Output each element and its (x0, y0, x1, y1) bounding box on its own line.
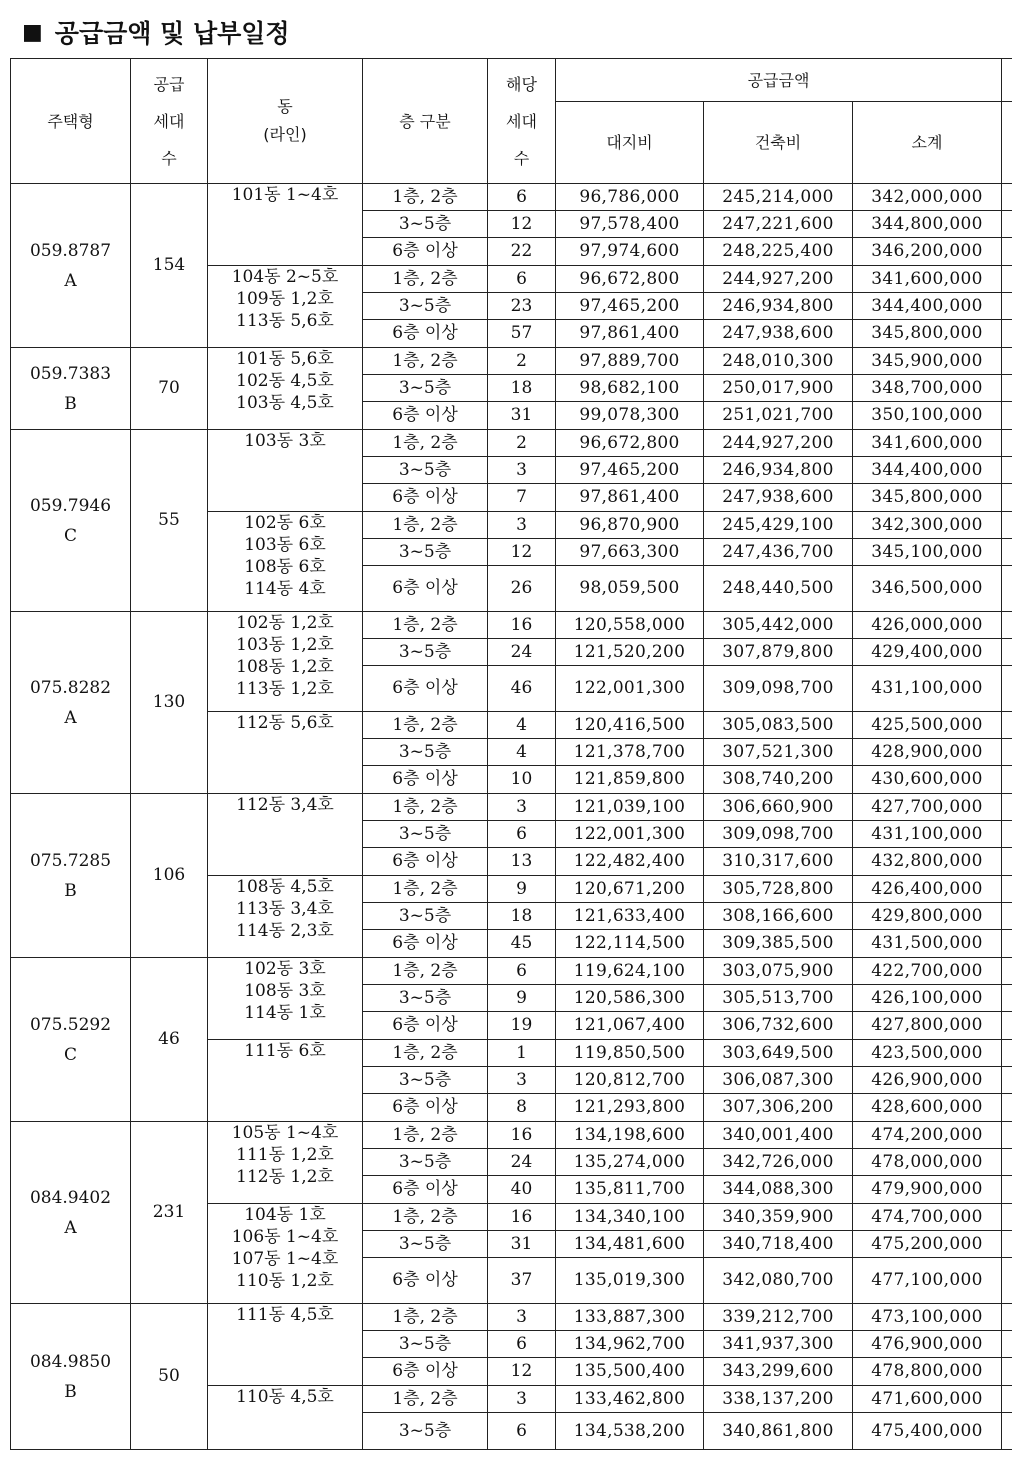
floor-cell: 6층 이상 (363, 666, 488, 712)
land-cost-cell: 97,861,400 (556, 484, 704, 512)
building-cost-cell: 340,001,400 (704, 1122, 853, 1149)
land-cost-cell: 96,672,800 (556, 430, 704, 457)
table-row (11, 794, 1012, 821)
dong-cell: 110동 4,5호 (208, 1386, 363, 1450)
building-cost-cell: 247,221,600 (704, 211, 853, 238)
table-row (11, 184, 1012, 211)
building-cost-cell: 344,088,300 (704, 1176, 853, 1204)
units-cell: 45 (488, 930, 556, 958)
floor-cell: 3~5층 (363, 821, 488, 848)
supply-units-cell: 50 (131, 1304, 208, 1450)
units-cell: 12 (488, 1358, 556, 1386)
units-cell: 46 (488, 666, 556, 712)
floor-cell: 6층 이상 (363, 766, 488, 794)
subtotal-cell: 428,600,000 (853, 1094, 1002, 1122)
dong-cell: 111동 4,5호 (208, 1304, 363, 1386)
building-cost-cell: 307,306,200 (704, 1094, 853, 1122)
dong-cell: 108동 4,5호 113동 3,4호 114동 2,3호 (208, 876, 363, 958)
subtotal-cell: 474,200,000 (853, 1122, 1002, 1149)
supply-units-cell: 231 (131, 1122, 208, 1304)
type-cell: 075.7285 B (11, 794, 131, 958)
floor-cell: 3~5층 (363, 1413, 488, 1450)
subtotal-cell: 428,900,000 (853, 739, 1002, 766)
subtotal-cell: 344,400,000 (853, 293, 1002, 320)
units-cell: 16 (488, 612, 556, 639)
building-cost-cell: 247,938,600 (704, 320, 853, 348)
units-cell: 9 (488, 985, 556, 1012)
subtotal-cell: 345,800,000 (853, 320, 1002, 348)
building-cost-cell: 306,087,300 (704, 1067, 853, 1094)
dong-cell: 111동 6호 (208, 1040, 363, 1122)
subtotal-cell: 346,500,000 (853, 566, 1002, 612)
land-cost-cell: 97,663,300 (556, 539, 704, 566)
dong-cell: 103동 3호 (208, 430, 363, 512)
land-cost-cell: 121,378,700 (556, 739, 704, 766)
units-cell: 57 (488, 320, 556, 348)
table-row (11, 612, 1012, 639)
land-cost-cell: 96,870,900 (556, 512, 704, 539)
building-cost-cell: 245,429,100 (704, 512, 853, 539)
subtotal-cell: 422,700,000 (853, 958, 1002, 985)
units-cell: 2 (488, 348, 556, 375)
header-subtotal: 소계 (853, 102, 1002, 184)
header-floor: 층 구분 (363, 59, 488, 184)
subtotal-cell: 345,100,000 (853, 539, 1002, 566)
floor-cell: 1층, 2층 (363, 712, 488, 739)
land-cost-cell: 122,482,400 (556, 848, 704, 876)
floor-cell: 3~5층 (363, 539, 488, 566)
land-cost-cell: 97,465,200 (556, 457, 704, 484)
floor-cell: 3~5층 (363, 211, 488, 238)
units-cell: 18 (488, 903, 556, 930)
dong-cell: 112동 5,6호 (208, 712, 363, 794)
dong-cell: 101동 1~4호 (208, 184, 363, 266)
type-cell: 059.8787 A (11, 184, 131, 348)
units-cell: 24 (488, 1149, 556, 1176)
floor-cell: 1층, 2층 (363, 876, 488, 903)
land-cost-cell: 134,481,600 (556, 1231, 704, 1258)
table-row (11, 958, 1012, 985)
floor-cell: 1층, 2층 (363, 1386, 488, 1413)
subtotal-cell: 432,800,000 (853, 848, 1002, 876)
floor-cell: 1층, 2층 (363, 1304, 488, 1331)
units-cell: 6 (488, 266, 556, 293)
floor-cell: 6층 이상 (363, 1176, 488, 1204)
floor-cell: 3~5층 (363, 375, 488, 402)
type-cell: 075.8282 A (11, 612, 131, 794)
floor-cell: 1층, 2층 (363, 1040, 488, 1067)
floor-cell: 6층 이상 (363, 1094, 488, 1122)
building-cost-cell: 340,718,400 (704, 1231, 853, 1258)
building-cost-cell: 308,166,600 (704, 903, 853, 930)
type-cell: 059.7946 C (11, 430, 131, 612)
land-cost-cell: 119,624,100 (556, 958, 704, 985)
building-cost-cell: 306,660,900 (704, 794, 853, 821)
floor-cell: 3~5층 (363, 457, 488, 484)
dong-cell: 104동 1호 106동 1~4호 107동 1~4호 110동 1,2호 (208, 1204, 363, 1304)
type-cell: 059.7383 B (11, 348, 131, 430)
table-row (11, 430, 1012, 457)
land-cost-cell: 121,633,400 (556, 903, 704, 930)
dong-cell: 102동 6호 103동 6호 108동 6호 114동 4호 (208, 512, 363, 612)
header-amount: 공급금액 (556, 59, 1002, 102)
land-cost-cell: 97,578,400 (556, 211, 704, 238)
building-cost-cell: 309,098,700 (704, 666, 853, 712)
units-cell: 22 (488, 238, 556, 266)
dong-cell: 105동 1~4호 111동 1,2호 112동 1,2호 (208, 1122, 363, 1204)
units-cell: 37 (488, 1258, 556, 1304)
type-cell: 084.9402 A (11, 1122, 131, 1304)
land-cost-cell: 99,078,300 (556, 402, 704, 430)
land-cost-cell: 120,558,000 (556, 612, 704, 639)
building-cost-cell: 247,436,700 (704, 539, 853, 566)
land-cost-cell: 121,039,100 (556, 794, 704, 821)
building-cost-cell: 246,934,800 (704, 457, 853, 484)
floor-cell: 6층 이상 (363, 484, 488, 512)
land-cost-cell: 97,974,600 (556, 238, 704, 266)
land-cost-cell: 135,019,300 (556, 1258, 704, 1304)
land-cost-cell: 97,465,200 (556, 293, 704, 320)
subtotal-cell: 473,100,000 (853, 1304, 1002, 1331)
floor-cell: 6층 이상 (363, 1358, 488, 1386)
building-cost-cell: 244,927,200 (704, 266, 853, 293)
subtotal-cell: 474,700,000 (853, 1204, 1002, 1231)
type-cell: 084.9850 B (11, 1304, 131, 1450)
units-cell: 1 (488, 1040, 556, 1067)
units-cell: 12 (488, 211, 556, 238)
dong-cell: 112동 3,4호 (208, 794, 363, 876)
units-cell: 18 (488, 375, 556, 402)
building-cost-cell: 248,010,300 (704, 348, 853, 375)
floor-cell: 3~5층 (363, 1149, 488, 1176)
floor-cell: 6층 이상 (363, 1258, 488, 1304)
subtotal-cell: 426,400,000 (853, 876, 1002, 903)
floor-cell: 3~5층 (363, 1231, 488, 1258)
floor-cell: 3~5층 (363, 985, 488, 1012)
building-cost-cell: 305,442,000 (704, 612, 853, 639)
subtotal-cell: 426,100,000 (853, 985, 1002, 1012)
land-cost-cell: 97,861,400 (556, 320, 704, 348)
supply-units-cell: 70 (131, 348, 208, 430)
floor-cell: 3~5층 (363, 639, 488, 666)
land-cost-cell: 97,889,700 (556, 348, 704, 375)
building-cost-cell: 309,385,500 (704, 930, 853, 958)
building-cost-cell: 308,740,200 (704, 766, 853, 794)
floor-cell: 1층, 2층 (363, 1204, 488, 1231)
land-cost-cell: 121,859,800 (556, 766, 704, 794)
units-cell: 6 (488, 1331, 556, 1358)
floor-cell: 6층 이상 (363, 1012, 488, 1040)
square-bullet-icon: ■ (22, 19, 43, 45)
units-cell: 13 (488, 848, 556, 876)
subtotal-cell: 426,900,000 (853, 1067, 1002, 1094)
land-cost-cell: 96,672,800 (556, 266, 704, 293)
units-cell: 7 (488, 484, 556, 512)
land-cost-cell: 122,001,300 (556, 821, 704, 848)
supply-units-cell: 46 (131, 958, 208, 1122)
type-cell: 075.5292 C (11, 958, 131, 1122)
subtotal-cell: 344,800,000 (853, 211, 1002, 238)
subtotal-cell: 471,600,000 (853, 1386, 1002, 1413)
building-cost-cell: 250,017,900 (704, 375, 853, 402)
floor-cell: 1층, 2층 (363, 430, 488, 457)
units-cell: 3 (488, 1067, 556, 1094)
section-title (22, 10, 290, 54)
land-cost-cell: 134,962,700 (556, 1331, 704, 1358)
building-cost-cell: 247,938,600 (704, 484, 853, 512)
building-cost-cell: 303,075,900 (704, 958, 853, 985)
header-units: 해당 세대 수 (488, 59, 556, 184)
table-row (11, 348, 1012, 375)
building-cost-cell: 305,513,700 (704, 985, 853, 1012)
land-cost-cell: 96,786,000 (556, 184, 704, 211)
land-cost-cell: 134,538,200 (556, 1413, 704, 1450)
floor-cell: 1층, 2층 (363, 794, 488, 821)
subtotal-cell: 475,200,000 (853, 1231, 1002, 1258)
building-cost-cell: 340,861,800 (704, 1413, 853, 1450)
table-row (11, 1122, 1012, 1149)
floor-cell: 3~5층 (363, 903, 488, 930)
subtotal-cell: 427,800,000 (853, 1012, 1002, 1040)
units-cell: 3 (488, 1304, 556, 1331)
units-cell: 16 (488, 1122, 556, 1149)
floor-cell: 3~5층 (363, 293, 488, 320)
floor-cell: 6층 이상 (363, 848, 488, 876)
table-row (11, 1304, 1012, 1331)
building-cost-cell: 245,214,000 (704, 184, 853, 211)
subtotal-cell: 350,100,000 (853, 402, 1002, 430)
subtotal-cell: 341,600,000 (853, 266, 1002, 293)
building-cost-cell: 342,080,700 (704, 1258, 853, 1304)
subtotal-cell: 346,200,000 (853, 238, 1002, 266)
building-cost-cell: 339,212,700 (704, 1304, 853, 1331)
units-cell: 40 (488, 1176, 556, 1204)
units-cell: 24 (488, 639, 556, 666)
subtotal-cell: 427,700,000 (853, 794, 1002, 821)
floor-cell: 1층, 2층 (363, 958, 488, 985)
floor-cell: 6층 이상 (363, 566, 488, 612)
units-cell: 9 (488, 876, 556, 903)
land-cost-cell: 119,850,500 (556, 1040, 704, 1067)
header-supply-units: 공급 세대 수 (131, 59, 208, 184)
units-cell: 6 (488, 184, 556, 211)
supply-units-cell: 154 (131, 184, 208, 348)
land-cost-cell: 120,586,300 (556, 985, 704, 1012)
building-cost-cell: 309,098,700 (704, 821, 853, 848)
units-cell: 6 (488, 958, 556, 985)
land-cost-cell: 135,500,400 (556, 1358, 704, 1386)
building-cost-cell: 307,521,300 (704, 739, 853, 766)
units-cell: 3 (488, 794, 556, 821)
section-title-text: 공급금액 및 납부일정 (54, 19, 290, 48)
floor-cell: 1층, 2층 (363, 266, 488, 293)
dong-cell: 102동 1,2호 103동 1,2호 108동 1,2호 113동 1,2호 (208, 612, 363, 712)
units-cell: 26 (488, 566, 556, 612)
units-cell: 6 (488, 821, 556, 848)
land-cost-cell: 98,059,500 (556, 566, 704, 612)
subtotal-cell: 477,100,000 (853, 1258, 1002, 1304)
subtotal-cell: 344,400,000 (853, 457, 1002, 484)
subtotal-cell: 423,500,000 (853, 1040, 1002, 1067)
units-cell: 31 (488, 402, 556, 430)
header-building: 건축비 (704, 102, 853, 184)
units-cell: 12 (488, 539, 556, 566)
land-cost-cell: 121,067,400 (556, 1012, 704, 1040)
supply-units-cell: 106 (131, 794, 208, 958)
units-cell: 3 (488, 512, 556, 539)
dong-cell: 101동 5,6호 102동 4,5호 103동 4,5호 (208, 348, 363, 430)
units-cell: 2 (488, 430, 556, 457)
floor-cell: 1층, 2층 (363, 348, 488, 375)
subtotal-cell: 476,900,000 (853, 1331, 1002, 1358)
land-cost-cell: 120,812,700 (556, 1067, 704, 1094)
dong-cell: 102동 3호 108동 3호 114동 1호 (208, 958, 363, 1040)
land-cost-cell: 120,416,500 (556, 712, 704, 739)
floor-cell: 6층 이상 (363, 320, 488, 348)
subtotal-cell: 342,300,000 (853, 512, 1002, 539)
header-land: 대지비 (556, 102, 704, 184)
subtotal-cell: 345,900,000 (853, 348, 1002, 375)
subtotal-cell: 478,800,000 (853, 1358, 1002, 1386)
units-cell: 3 (488, 1386, 556, 1413)
subtotal-cell: 431,500,000 (853, 930, 1002, 958)
units-cell: 16 (488, 1204, 556, 1231)
floor-cell: 6층 이상 (363, 402, 488, 430)
dong-cell: 104동 2~5호 109동 1,2호 113동 5,6호 (208, 266, 363, 348)
land-cost-cell: 121,293,800 (556, 1094, 704, 1122)
supply-units-cell: 130 (131, 612, 208, 794)
land-cost-cell: 135,274,000 (556, 1149, 704, 1176)
building-cost-cell: 310,317,600 (704, 848, 853, 876)
units-cell: 19 (488, 1012, 556, 1040)
building-cost-cell: 340,359,900 (704, 1204, 853, 1231)
units-cell: 3 (488, 457, 556, 484)
floor-cell: 1층, 2층 (363, 1122, 488, 1149)
building-cost-cell: 244,927,200 (704, 430, 853, 457)
units-cell: 10 (488, 766, 556, 794)
subtotal-cell: 348,700,000 (853, 375, 1002, 402)
floor-cell: 3~5층 (363, 1067, 488, 1094)
land-cost-cell: 135,811,700 (556, 1176, 704, 1204)
land-cost-cell: 122,001,300 (556, 666, 704, 712)
subtotal-cell: 431,100,000 (853, 666, 1002, 712)
subtotal-cell: 341,600,000 (853, 430, 1002, 457)
building-cost-cell: 251,021,700 (704, 402, 853, 430)
floor-cell: 3~5층 (363, 1331, 488, 1358)
building-cost-cell: 305,728,800 (704, 876, 853, 903)
building-cost-cell: 246,934,800 (704, 293, 853, 320)
supply-units-cell: 55 (131, 430, 208, 612)
building-cost-cell: 341,937,300 (704, 1331, 853, 1358)
subtotal-cell: 429,800,000 (853, 903, 1002, 930)
land-cost-cell: 134,340,100 (556, 1204, 704, 1231)
building-cost-cell: 342,726,000 (704, 1149, 853, 1176)
building-cost-cell: 305,083,500 (704, 712, 853, 739)
header-type: 주택형 (11, 59, 131, 184)
header-dong: 동 (라인) (208, 59, 363, 184)
subtotal-cell: 478,000,000 (853, 1149, 1002, 1176)
subtotal-cell: 429,400,000 (853, 639, 1002, 666)
units-cell: 6 (488, 1413, 556, 1450)
floor-cell: 1층, 2층 (363, 612, 488, 639)
land-cost-cell: 121,520,200 (556, 639, 704, 666)
supply-price-table (10, 58, 1012, 1450)
floor-cell: 1층, 2층 (363, 184, 488, 211)
subtotal-cell: 475,400,000 (853, 1413, 1002, 1450)
land-cost-cell: 133,462,800 (556, 1386, 704, 1413)
floor-cell: 6층 이상 (363, 238, 488, 266)
land-cost-cell: 133,887,300 (556, 1304, 704, 1331)
building-cost-cell: 343,299,600 (704, 1358, 853, 1386)
subtotal-cell: 342,000,000 (853, 184, 1002, 211)
building-cost-cell: 338,137,200 (704, 1386, 853, 1413)
floor-cell: 1층, 2층 (363, 512, 488, 539)
units-cell: 4 (488, 739, 556, 766)
subtotal-cell: 431,100,000 (853, 821, 1002, 848)
subtotal-cell: 430,600,000 (853, 766, 1002, 794)
land-cost-cell: 134,198,600 (556, 1122, 704, 1149)
land-cost-cell: 122,114,500 (556, 930, 704, 958)
building-cost-cell: 248,225,400 (704, 238, 853, 266)
subtotal-cell: 479,900,000 (853, 1176, 1002, 1204)
land-cost-cell: 120,671,200 (556, 876, 704, 903)
land-cost-cell: 98,682,100 (556, 375, 704, 402)
units-cell: 31 (488, 1231, 556, 1258)
building-cost-cell: 307,879,800 (704, 639, 853, 666)
building-cost-cell: 306,732,600 (704, 1012, 853, 1040)
units-cell: 4 (488, 712, 556, 739)
units-cell: 8 (488, 1094, 556, 1122)
units-cell: 23 (488, 293, 556, 320)
subtotal-cell: 426,000,000 (853, 612, 1002, 639)
floor-cell: 6층 이상 (363, 930, 488, 958)
subtotal-cell: 425,500,000 (853, 712, 1002, 739)
building-cost-cell: 248,440,500 (704, 566, 853, 612)
building-cost-cell: 303,649,500 (704, 1040, 853, 1067)
subtotal-cell: 345,800,000 (853, 484, 1002, 512)
floor-cell: 3~5층 (363, 739, 488, 766)
